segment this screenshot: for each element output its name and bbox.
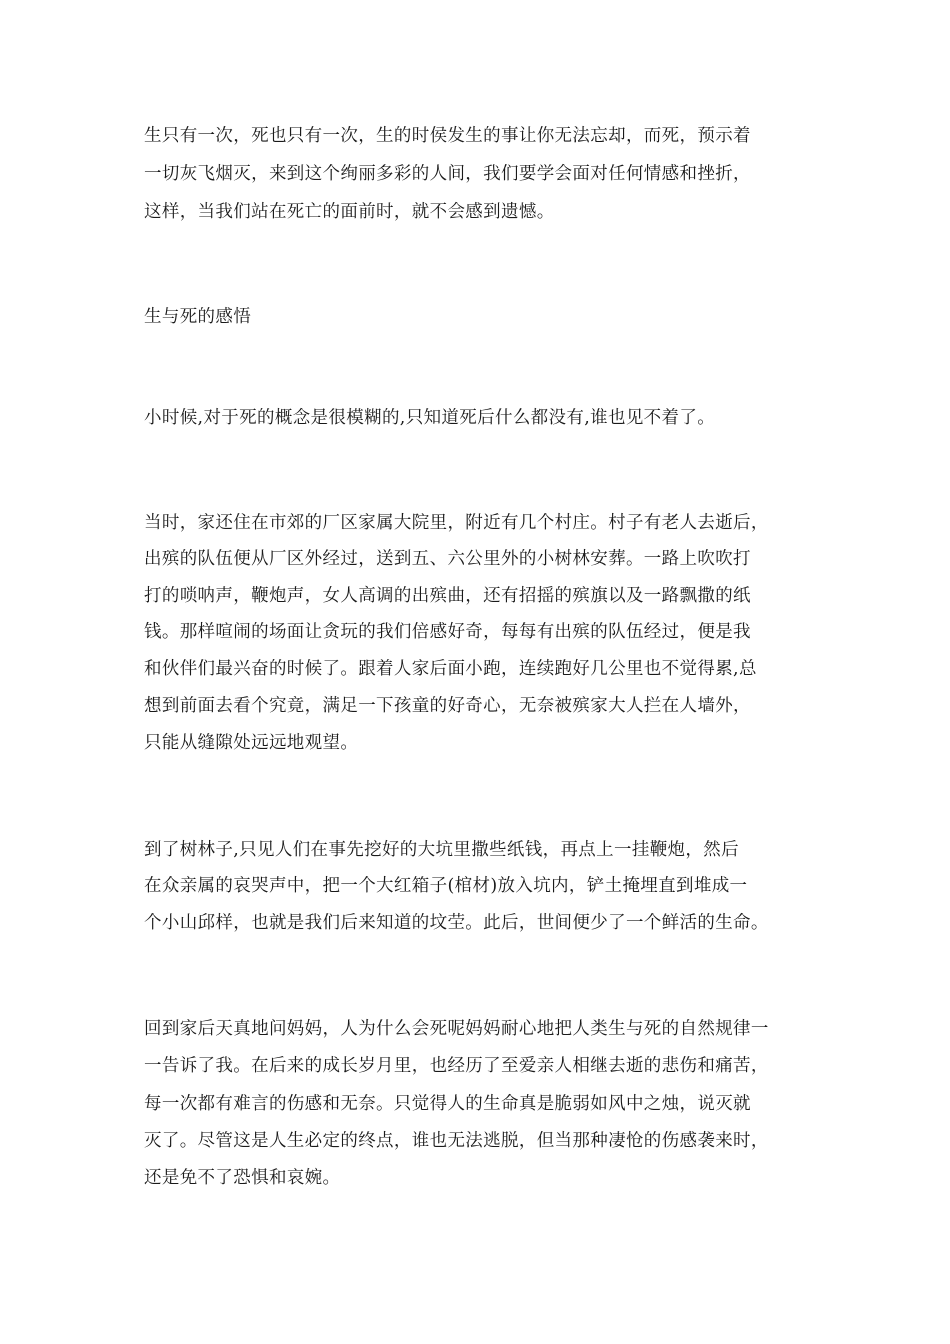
text-line: 到了树林子,只见人们在事先挖好的大坑里撒些纸钱，再点上一挂鞭炮，然后: [144, 840, 739, 860]
text-line: 当时，家还住在市郊的厂区家属大院里，附近有几个村庄。村子有老人去逝后，: [144, 513, 769, 533]
text-line: 一告诉了我。在后来的成长岁月里，也经历了至爱亲人相继去逝的悲伤和痛苦，: [144, 1056, 769, 1076]
text-line: 一切灰飞烟灭，来到这个绚丽多彩的人间，我们要学会面对任何情感和挫折，: [144, 164, 751, 184]
text-line: 在众亲属的哀哭声中，把一个大红箱子(棺材)放入坑内，铲土掩埋直到堆成一: [144, 876, 748, 896]
text-line: 灭了。尽管这是人生必定的终点，谁也无法逃脱，但当那种凄怆的伤感袭来时，: [144, 1131, 769, 1151]
text-line: 出殡的队伍便从厂区外经过，送到五、六公里外的小树林安葬。一路上吹吹打: [144, 549, 751, 569]
text-line: 打的唢呐声，鞭炮声，女人高调的出殡曲，还有招摇的殡旗以及一路飘撒的纸: [144, 586, 751, 606]
heading-text: 生与死的感悟: [144, 307, 252, 327]
text-line: 生只有一次，死也只有一次，生的时侯发生的事让你无法忘却，而死，预示着: [144, 126, 751, 146]
text-line: 钱。那样喧闹的场面让贪玩的我们倍感好奇，每每有出殡的队伍经过，便是我: [144, 622, 751, 642]
text-line: 只能从缝隙处远远地观望。: [144, 733, 359, 753]
text-line: 想到前面去看个究竟，满足一下孩童的好奇心，无奈被殡家大人拦在人墙外，: [144, 696, 751, 716]
text-line: 个小山邱样，也就是我们后来知道的坟茔。此后，世间便少了一个鲜活的生命。: [144, 913, 769, 933]
text-line: 还是免不了恐惧和哀婉。: [144, 1168, 341, 1188]
text-line: 这样，当我们站在死亡的面前时，就不会感到遗憾。: [144, 202, 555, 222]
text-line: 小时候,对于死的概念是很模糊的,只知道死后什么都没有,谁也见不着了。: [144, 408, 716, 428]
text-line: 回到家后天真地问妈妈，人为什么会死呢妈妈耐心地把人类生与死的自然规律一: [144, 1019, 769, 1039]
text-line: 和伙伴们最兴奋的时候了。跟着人家后面小跑，连续跑好几公里也不觉得累,总: [144, 659, 757, 679]
text-line: 每一次都有难言的伤感和无奈。只觉得人的生命真是脆弱如风中之烛，说灭就: [144, 1094, 751, 1114]
